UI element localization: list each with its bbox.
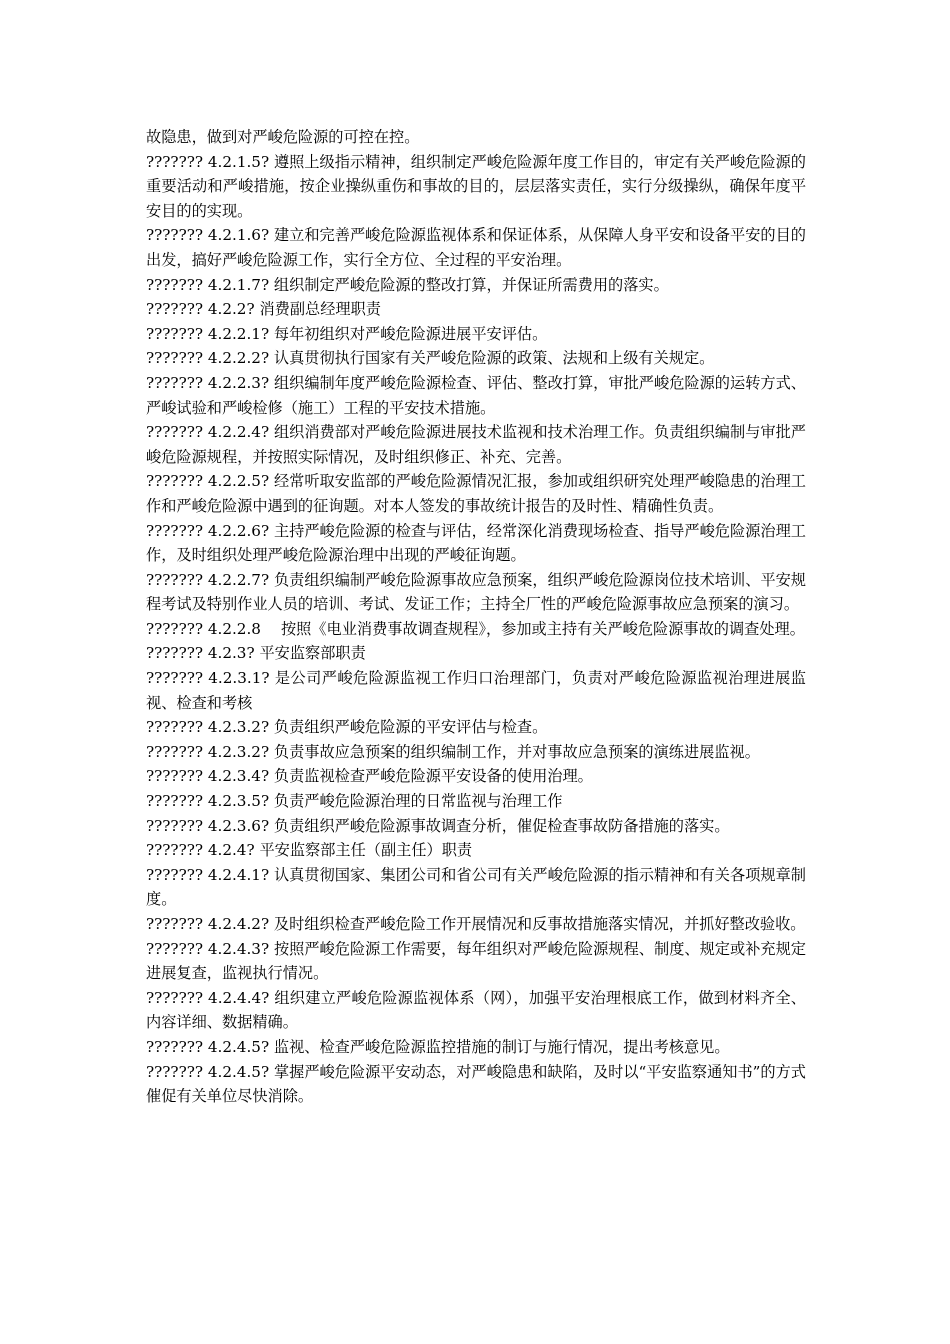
paragraph: ??????? 4.2.1.6? 建立和完善严峻危险源监视体系和保证体系，从保障人身平安和设备平安的目的出发，搞好严峻危险源工作，实行全方位、全过程的平安治理。 [146,226,806,269]
paragraph: ??????? 4.2.2.7? 负责组织编制严峻危险源事故应急预案，组织严峻危险源岗位技术培训、平安规程考试及特别作业人员的培训、考试、发证工作；主持全厂性的严峻危险源事故应急预案的演习。 [146,570,806,614]
paragraph: ??????? 4.2.4.1? 认真贯彻国家、集团公司和省公司有关严峻危险源的指示精神和有关各项规章制度。 [146,865,806,909]
paragraph: ??????? 4.2.4.3? 按照严峻危险源工作需要，每年组织对严峻危险源规程、制度、规定或补充规定进展复查，监视执行情况。 [146,939,806,983]
paragraph: ??????? 4.2.4.5? 掌握严峻危险源平安动态，对严峻隐患和缺陷，及时以“平安监察通知书”的方式催促有关单位尽快消除。 [146,1062,806,1106]
paragraph: ??????? 4.2.4.4? 组织建立严峻危险源监视体系（网），加强平安治理根底工作，做到材料齐全、内容详细、数据精确。 [146,988,806,1032]
paragraph: ??????? 4.2.1.5? 遵照上级指示精神，组织制定严峻危险源年度工作目的，审定有关严峻危险源的重要活动和严峻措施，按企业操纵重伤和事故的目的，层层落实责任，实行分级操纵，确保年度平安目的的实现。 [146,152,806,220]
paragraph: ??????? 4.2.2.3? 组织编制年度严峻危险源检查、评估、整改打算，审批严峻危险源的运转方式、严峻试验和严峻检修（施工）工程的平安技术措施。 [146,373,806,417]
section-heading: ??????? 4.2.4? 平安监察部主任（副主任）职责 [146,841,473,860]
paragraph: ??????? 4.2.2.1? 每年初组织对严峻危险源进展平安评估。 [146,324,548,343]
paragraph: ??????? 4.2.2.4? 组织消费部对严峻危险源进展技术监视和技术治理工作。负责组织编制与审批严峻危险源规程，并按照实际情况，及时组织修正、补充、完善。 [146,423,806,466]
paragraph: ??????? 4.2.4.2? 及时组织检查严峻危险工作开展情况和反事故措施落实情况，并抓好整改验收。 [146,915,806,933]
paragraph: ??????? 4.2.3.2? 负责事故应急预案的组织编制工作，并对事故应急预案的演练进展监视。 [146,742,760,761]
paragraph: ??????? 4.2.4.5? 监视、检查严峻危险源监控措施的制订与施行情况，提出考核意见。 [146,1037,730,1056]
section-heading: ??????? 4.2.3? 平安监察部职责 [146,644,366,663]
paragraph: ??????? 4.2.2.2? 认真贯彻执行国家有关严峻危险源的政策、法规和上级有关规定。 [146,349,715,368]
paragraph: ??????? 4.2.3.2? 负责组织严峻危险源的平安评估与检查。 [146,718,548,737]
document-page [146,125,806,1109]
paragraph: ??????? 4.2.3.1? 是公司严峻危险源监视工作归口治理部门，负责对严峻危险源监视治理进展监视、检查和考核 [146,669,806,712]
paragraph: ??????? 4.2.3.5? 负责严峻危险源治理的日常监视与治理工作 [146,792,563,811]
paragraph: ??????? 4.2.2.5? 经常听取安监部的严峻危险源情况汇报，参加或组织研究处理严峻隐患的治理工作和严峻危险源中遇到的征询题。对本人签发的事故统计报告的及时性、精确性负责。 [146,472,806,515]
paragraph: 故隐患，做到对严峻危险源的可控在控。 [146,128,420,146]
section-heading: ??????? 4.2.2? 消费副总经理职责 [146,300,381,319]
paragraph: ??????? 4.2.2.8 按照《电业消费事故调查规程》，参加或主持有关严峻危险源事故的调查处理。 [146,619,805,638]
paragraph: ??????? 4.2.3.4? 负责监视检查严峻危险源平安设备的使用治理。 [146,767,593,786]
paragraph: ??????? 4.2.1.7? 组织制定严峻危险源的整改打算，并保证所需费用的落实。 [146,275,669,294]
paragraph: ??????? 4.2.3.6? 负责组织严峻危险源事故调查分析，催促检查事故防备措施的落实。 [146,816,730,835]
paragraph: ??????? 4.2.2.6? 主持严峻危险源的检查与评估，经常深化消费现场检查、指导严峻危险源治理工作，及时组织处理严峻危险源治理中出现的严峻征询题。 [146,521,806,565]
